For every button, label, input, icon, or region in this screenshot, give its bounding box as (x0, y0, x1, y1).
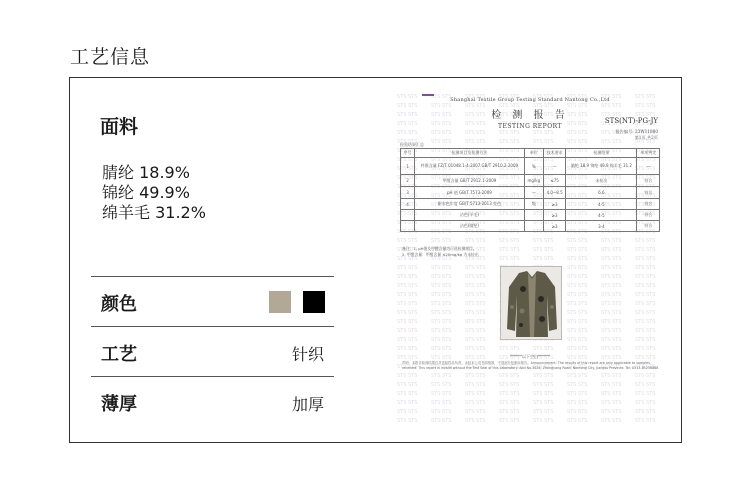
table-cell (401, 210, 415, 221)
table-cell: pH 值 GB/T 7573-2009 (414, 187, 524, 199)
table-row (401, 221, 660, 232)
fabric-item: 锦纶 49.9% (102, 183, 190, 202)
report-fine-print: 声明：本报告检测结果仅对送检样品负责。未经本公司书面批准，不得部分复制本报告。Announcement: The results of this report are only applicable to samples received. This report is invalid without the Test Seal of this Laboratory. Add No.3026, Zhongyang Road, Nantong City, Jiangsu Province. Tel: 0513-85238888 (402, 361, 659, 370)
table-header-cell: 单位 (524, 149, 543, 158)
table-cell: 6.6 (566, 187, 637, 199)
craft-row (91, 326, 334, 376)
test-report-image[interactable] (396, 91, 664, 426)
report-note: 2. 甲醛含量：甲醛含量 ≤20mg/kg 为未检出 (402, 251, 479, 257)
watermark-pattern (396, 91, 664, 426)
craft-value: 针织 (291, 345, 324, 364)
table-cell (401, 221, 415, 232)
table-header-cell: 单项判定 (637, 149, 660, 158)
table-header-cell: 技术要求 (543, 149, 566, 158)
table-cell: 1 (401, 158, 415, 175)
report-end-mark: ******以下空白****** (510, 354, 550, 359)
table-header-cell: 检测项目及检测方法 (414, 149, 524, 158)
report-mark (422, 94, 434, 96)
table-row (401, 158, 660, 175)
table-cell: 符合 (637, 187, 660, 199)
table-row (401, 187, 660, 199)
report-meta-line: 第1页,共2页 (634, 135, 658, 140)
table-cell: 4-5 (566, 199, 637, 210)
report-table (400, 148, 660, 232)
table-cell (524, 221, 543, 232)
report-meta (616, 129, 658, 141)
table-cell: 符合 (637, 175, 660, 187)
thickness-value: 加厚 (291, 395, 324, 414)
table-cell: 4.0~8.5 (543, 187, 566, 199)
table-cell: 4-5 (566, 210, 637, 221)
table-cell: 4 (401, 199, 415, 210)
table-header-row (401, 149, 660, 158)
fabric-composition-list (102, 163, 206, 223)
page-title: 工艺信息 (70, 46, 151, 68)
craft-info-card (69, 77, 682, 443)
report-title-en: TESTING REPORT (497, 123, 563, 130)
report-meta-line: 报告编号: 23W11880 (615, 129, 658, 134)
report-notes (402, 246, 479, 257)
fabric-title: 面料 (100, 116, 139, 138)
table-cell: 3-4 (566, 221, 637, 232)
table-cell (524, 210, 543, 221)
table-cell: — (524, 187, 543, 199)
table-header-cell: 检测结果 (566, 149, 637, 158)
report-summary-label: 检验结果汇总 (400, 142, 424, 147)
report-company: Shanghai Textile Group Testing Standard Nantong Co.,Ltd (450, 97, 610, 103)
table-cell: ≥3 (543, 210, 566, 221)
table-cell: 级 (524, 199, 543, 210)
table-row (401, 210, 660, 221)
table-row (401, 175, 660, 187)
table-cell: 沾色(羊毛) (414, 210, 524, 221)
table-cell: 符合 (637, 199, 660, 210)
table-cell: 2 (401, 175, 415, 187)
table-cell: 耐水色牢度 GB/T 5713-2013 变色 (414, 199, 524, 210)
table-cell: ≤75 (543, 175, 566, 187)
table-cell: 符合 (637, 210, 660, 221)
thickness-label: 薄厚 (101, 394, 137, 415)
color-row (91, 276, 334, 326)
table-cell: 纤维含量 FZ/T 01048.1-4-2007 GB/T 2910.2-2009 (414, 158, 524, 175)
table-cell: 腈纶 18.9 锦纶 49.9 绵羊毛 31.2 (566, 158, 637, 175)
color-swatch-khaki[interactable] (269, 291, 291, 313)
color-label: 颜色 (101, 294, 137, 315)
table-cell: 甲醛含量 GB/T 2912.1-2009 (414, 175, 524, 187)
report-number: STS(NT)-PG-JY (604, 117, 658, 125)
table-row (401, 199, 660, 210)
table-cell: — (543, 158, 566, 175)
fabric-item: 腈纶 18.9% (102, 163, 190, 182)
sample-photo (500, 266, 562, 340)
table-cell: 3 (401, 187, 415, 199)
color-swatch-black[interactable] (303, 291, 325, 313)
fabric-item: 绵羊毛 31.2% (102, 203, 206, 222)
table-cell: mg/kg (524, 175, 543, 187)
craft-label: 工艺 (101, 344, 137, 365)
table-cell: ≥3 (543, 199, 566, 210)
table-cell: 符合 (637, 221, 660, 232)
table-cell: ≥3 (543, 221, 566, 232)
table-cell: 沾色(腈纶) (414, 221, 524, 232)
table-cell: 未检出 (566, 175, 637, 187)
table-cell: — (637, 158, 660, 175)
table-cell: % (524, 158, 543, 175)
table-header-cell: 序号 (401, 149, 415, 158)
sweater-image (501, 267, 563, 341)
report-note: 备注：1. pH值及甲醛含量为可选检测项目。 (402, 246, 477, 251)
thickness-row (91, 376, 334, 426)
report-title: 检 测 报 告 (491, 110, 569, 121)
